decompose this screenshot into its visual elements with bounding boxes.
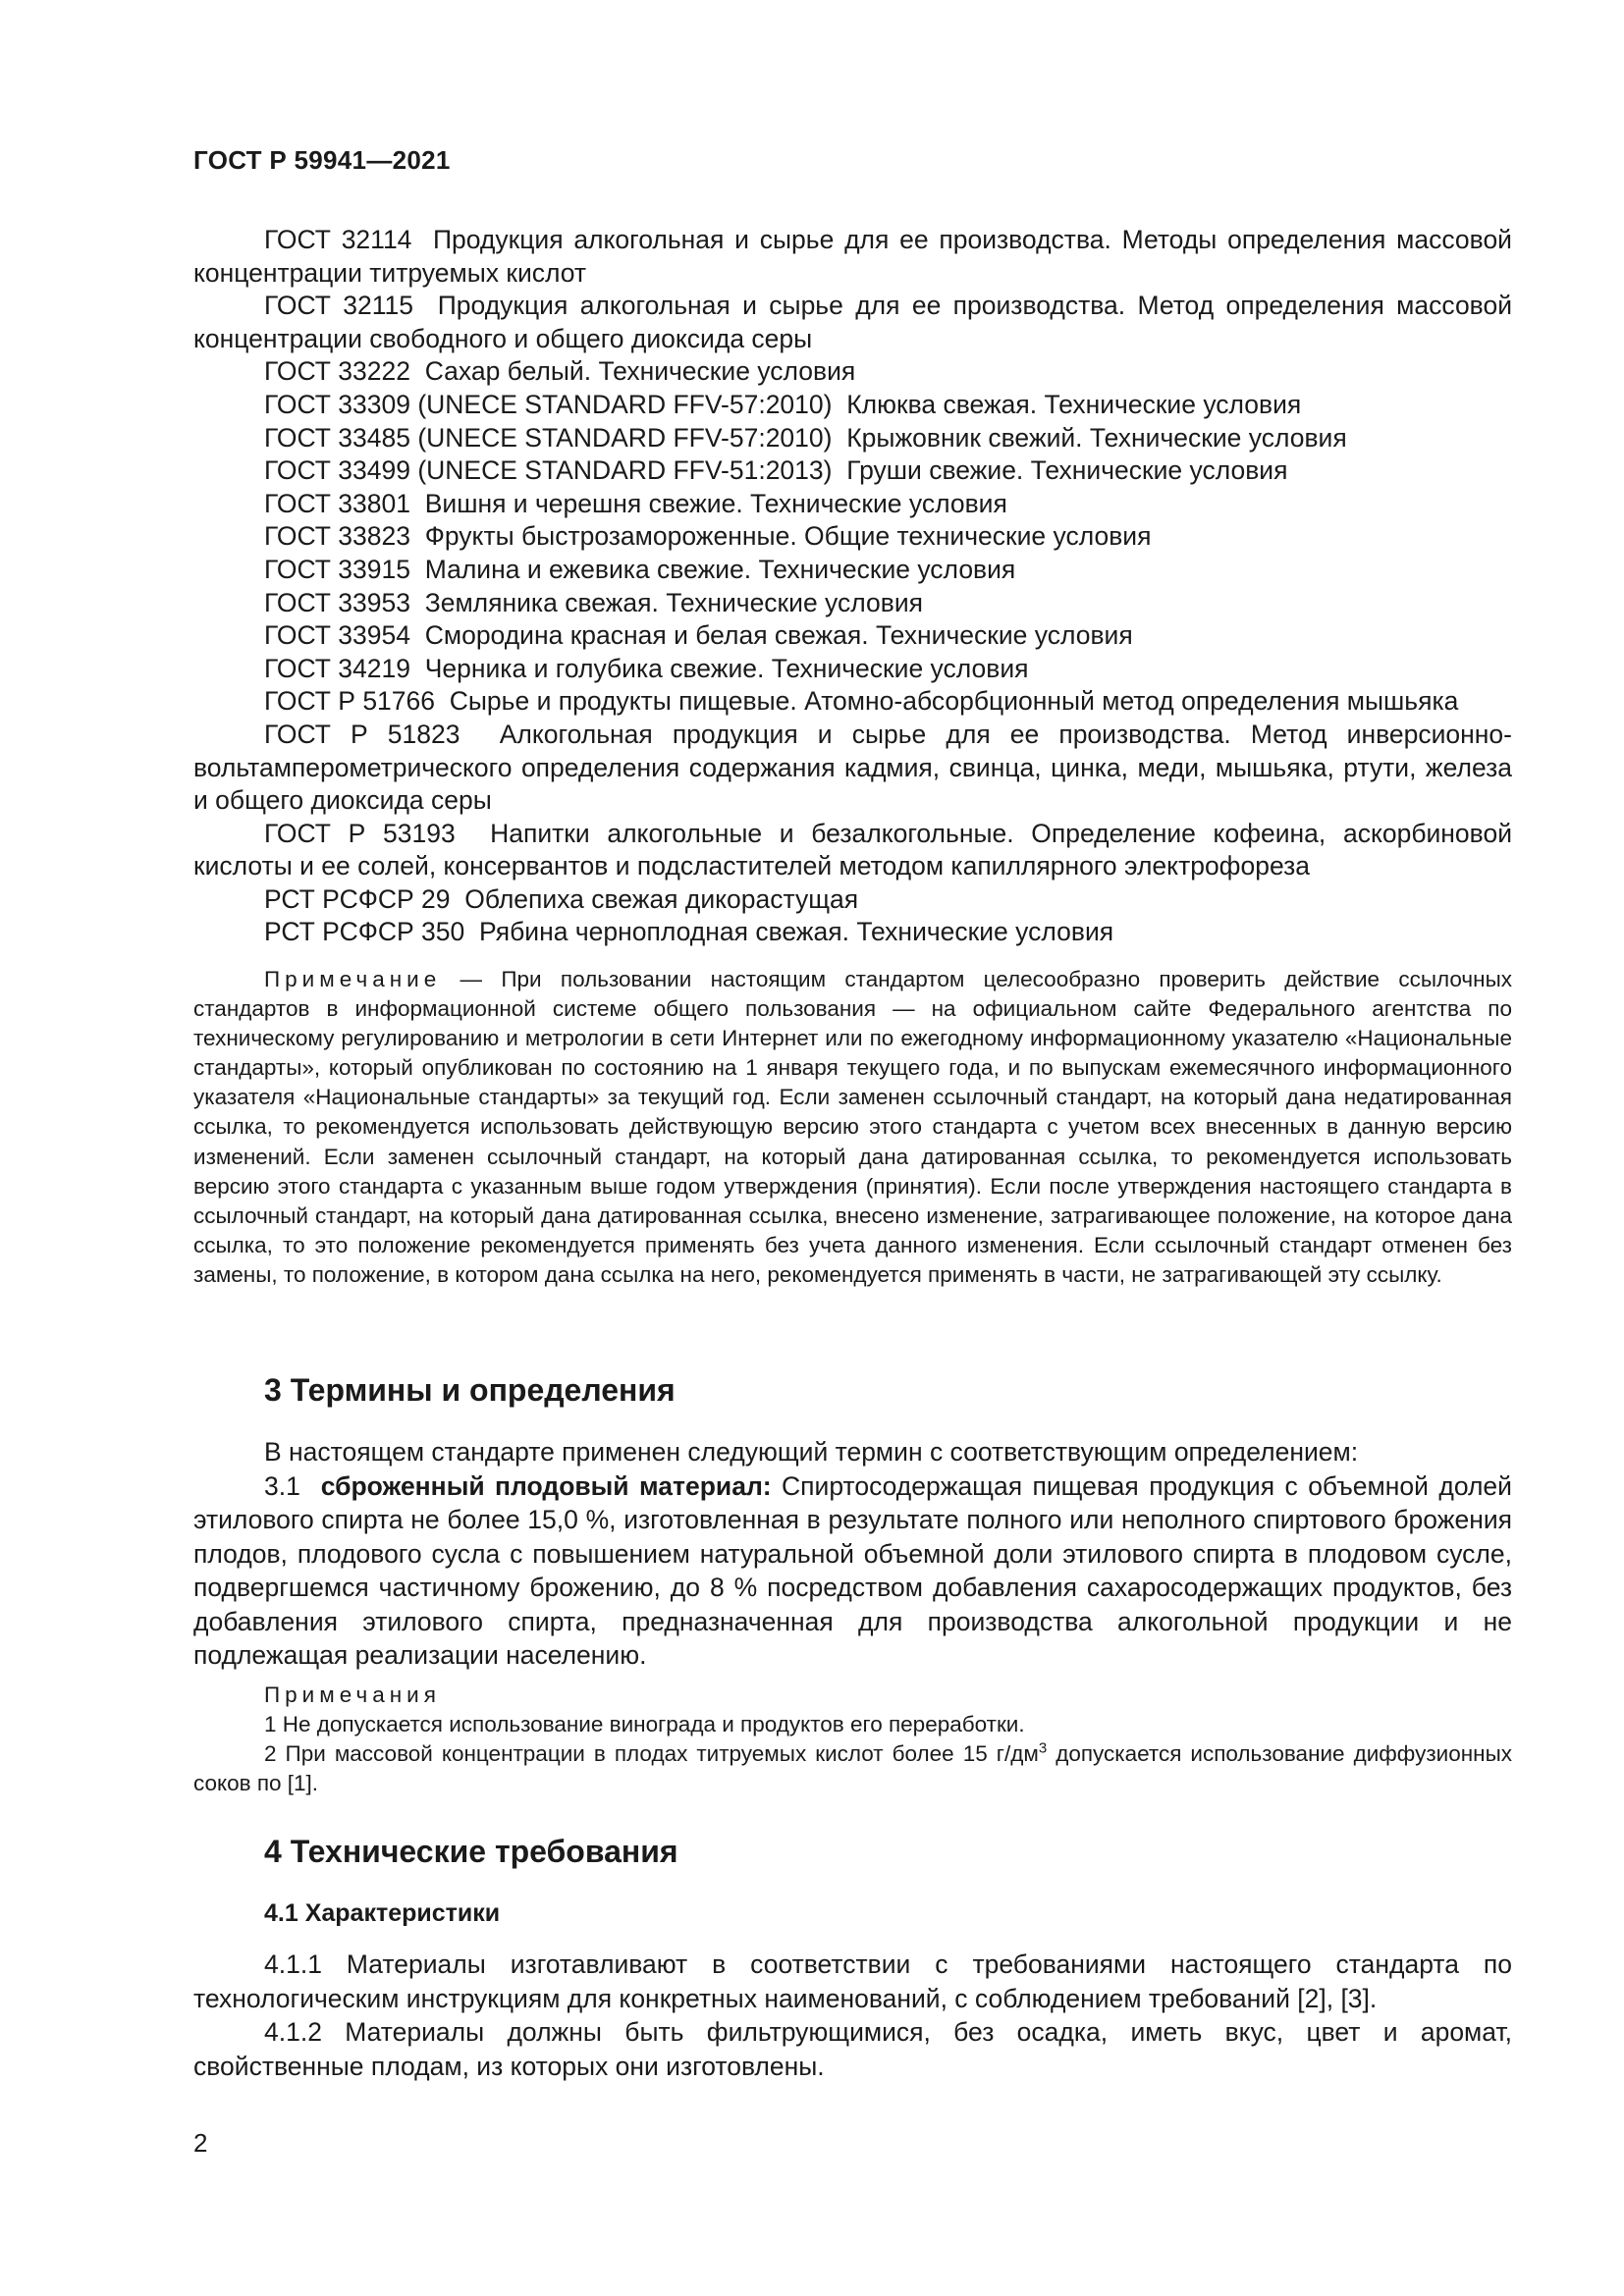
reference-item: РСТ РСФСР 350 Рябина черноплодная свежая. Технические условия [264, 917, 1114, 947]
paragraph-4-1-1: 4.1.1 Материалы изготавливают в соответствии с требованиями настоящего стандарта по технологическим инструкциям для конкретных наименований, с соблюдением требований [2], [3]. [193, 1949, 1512, 2013]
reference-item: ГОСТ 33953 Земляника свежая. Технические условия [264, 587, 923, 617]
reference-item: ГОСТ 33915 Малина и ежевика свежие. Технические условия [264, 554, 1016, 584]
section-3-heading: 3 Термины и определения [264, 1372, 676, 1408]
page-number: 2 [193, 2128, 208, 2158]
document-header: ГОСТ Р 59941—2021 [193, 145, 451, 175]
section-3-notes [193, 1681, 1512, 1798]
subsection-4-1-heading: 4.1 Характеристики [264, 1899, 501, 1927]
note-item: 2 При массовой концентрации в плодах титруемых кислот более 15 $г/дм^3$ допускается использование диффузионных соков по [1]. [193, 1739, 1512, 1795]
note-text: — При пользовании настоящим стандартом целесообразно проверить действие ссылочных стандартов в информационной системе общего пользования — на официальном сайте Федерального агентства по техническому регулированию и метрологии в сети Интернет или по ежегодному информационному указателю «Национальные стандарты», который опубликован по состоянию на 1 января текущего года, и по выпускам ежемесячного информационного указателя «Национальные стандарты» за текущий год. Если заменен ссылочный стандарт, на который дана недатированная ссылка, то рекомендуется использовать действующую версию этого стандарта с учетом всех внесенных в данную версию изменений. Если заменен ссылочный стандарт, на который дана датированная ссылка, то рекомендуется использовать версию этого стандарта с указанным выше годом утверждения (принятия). Если после утверждения настоящего стандарта в ссылочный стандарт, на который дана датированная ссылка, внесено изменение, затрагивающее положение, на которое дана ссылка, то это положение рекомендуется применять без учета данного изменения. Если ссылочный стандарт отменен без замены, то положение, в котором дана ссылка на него, рекомендуется применять в части, не затрагивающей эту ссылку. [193, 967, 1512, 1287]
reference-item: ГОСТ 33222 Сахар белый. Технические условия [264, 356, 856, 387]
reference-item: РСТ РСФСР 29 Облепиха свежая дикорастущая [264, 883, 859, 914]
term-definition: 3.1 сброженный плодовый материал: Спиртосодержащая пищевая продукция с объемной долей этилового спирта не более 15,0 %, изготовленная в результате полного или неполного спиртового брожения плодов, плодового сусла с повышением натуральной объемной доли этилового спирта в плодовом сусле, подвергшемся частичному брожению, до 8 % посредством добавления сахаросодержащих продуктов, без добавления этилового спирта, предназначенная для производства алкогольной продукции и не подлежащая реализации населению. [193, 1470, 1512, 1670]
reference-item: ГОСТ 32114 Продукция алкогольная и сырье для ее производства. Методы определения массовой концентрации титруемых кислот [193, 225, 1512, 288]
reference-item: ГОСТ Р 51823 Алкогольная продукция и сырье для ее производства. Метод инверсионно-вольтамперометрического определения содержания кадмия, свинца, цинка, меди, мышьяка, ртути, железа и общего диоксида серы [193, 719, 1512, 816]
reference-item: ГОСТ 33499 (UNECE STANDARD FFV-51:2013) Груши свежие. Технические условия [264, 455, 1288, 486]
reference-item: ГОСТ 33485 (UNECE STANDARD FFV-57:2010) Крыжовник свежий. Технические условия [264, 422, 1347, 453]
section-4-heading: 4 Технические требования [264, 1834, 678, 1869]
section-3-intro: В настоящем стандарте применен следующий термин с соответствующим определением: [264, 1437, 1359, 1467]
reference-item: ГОСТ 33309 (UNECE STANDARD FFV-57:2010) Клюква свежая. Технические условия [264, 389, 1302, 419]
term-name: сброженный плодовый материал: [320, 1470, 772, 1501]
references-note [193, 965, 1512, 1290]
notes-label: Примечания [264, 1682, 441, 1707]
section-3-body [193, 1435, 1512, 1673]
note-label: Примечание [264, 967, 442, 991]
paragraph-4-1-2: 4.1.2 Материалы должны быть фильтрующимися, без осадка, иметь вкус, цвет и аромат, свойственные плодам, из которых они изготовлены. [193, 2017, 1512, 2081]
section-4-body [193, 1948, 1512, 2083]
note-item: 1 Не допускается использование винограда и продуктов его переработки. [264, 1712, 1025, 1736]
references-list [193, 224, 1512, 949]
reference-item: ГОСТ Р 53193 Напитки алкогольные и безалкогольные. Определение кофеина, аскорбиновой кислоты и ее солей, консервантов и подсластителей методом капиллярного электрофореза [193, 818, 1512, 881]
reference-item: ГОСТ 33954 Смородина красная и белая свежая. Технические условия [264, 620, 1133, 651]
reference-item: ГОСТ 33801 Вишня и черешня свежие. Технические условия [264, 488, 1007, 518]
reference-item: ГОСТ 32115 Продукция алкогольная и сырье для ее производства. Метод определения массовой концентрации свободного и общего диоксида серы [193, 291, 1512, 353]
reference-item: ГОСТ 34219 Черника и голубика свежие. Технические условия [264, 653, 1029, 683]
reference-item: ГОСТ Р 51766 Сырье и продукты пищевые. Атомно-абсорбционный метод определения мышьяка [264, 686, 1459, 717]
reference-item: ГОСТ 33823 Фрукты быстрозамороженные. Общие технические условия [264, 521, 1152, 552]
